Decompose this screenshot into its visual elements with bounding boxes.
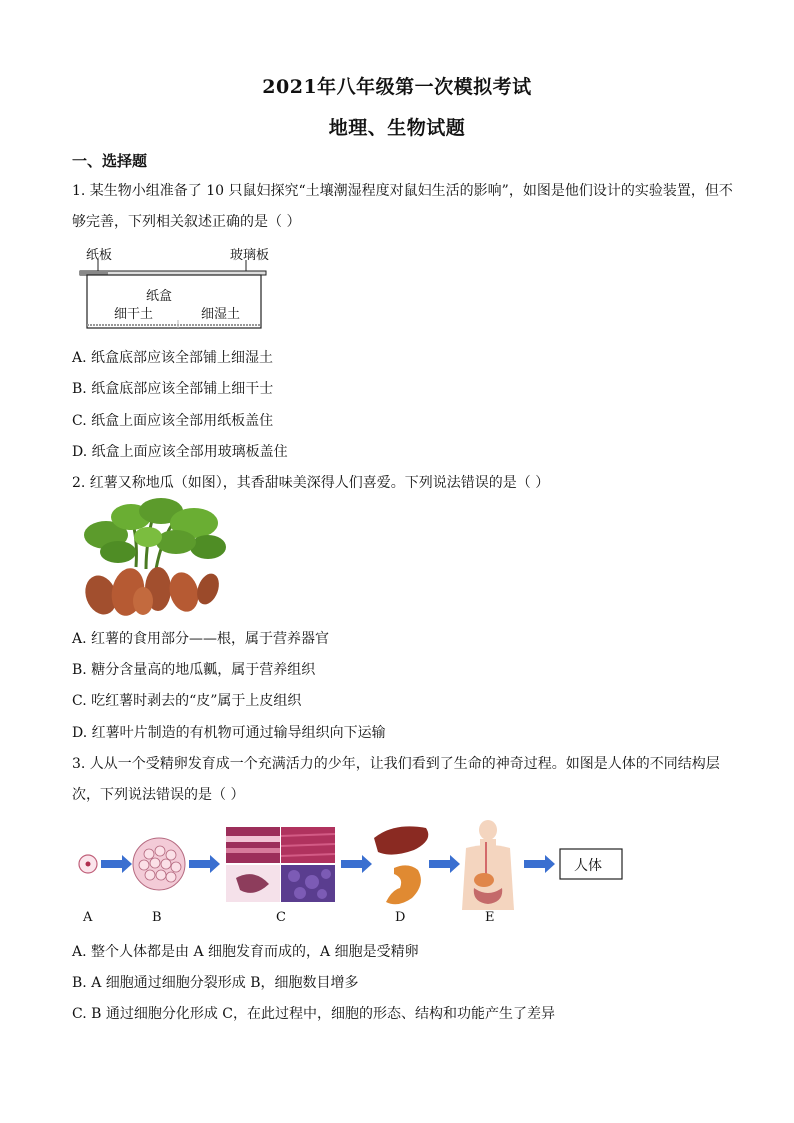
label-wet-soil: 细湿土 [201,307,241,322]
section-heading: 一、选择题 [72,152,148,170]
arrow-5 [524,855,555,873]
q1-option-b[interactable]: B. 纸盒底部应该全部铺上细干士 [72,381,274,397]
q3-option-a[interactable]: A. 整个人体都是由 A 细胞发育而成的，A 细胞是受精卵 [72,944,419,960]
label-paperboard: 纸板 [86,248,113,263]
q1-option-a[interactable]: A. 纸盒底部应该全部铺上细湿土 [72,350,274,366]
arrow-2 [189,855,220,873]
q2-option-d[interactable]: D. 红薯叶片制造的有机物可通过输导组织向下运输 [72,725,386,741]
label-dry-soil: 细干土 [114,307,154,322]
q3-option-b[interactable]: B. A 细胞通过细胞分裂形成 B，细胞数目增多 [72,975,359,991]
label-glass: 玻璃板 [230,248,270,263]
exam-subtitle: 地理、生物试题 [328,117,466,139]
q3-structure-levels-figure [74,818,634,933]
label-b: B [152,910,162,925]
q1-option-c[interactable]: C. 纸盒上面应该全部用纸板盖住 [72,413,274,429]
label-e: E [485,910,495,925]
label-box: 纸盒 [146,289,173,304]
q2-option-b[interactable]: B. 糖分含量高的地瓜瓤，属于营养组织 [72,662,316,678]
sweet-potato-illustration [76,497,228,621]
q3-option-c[interactable]: C. B 通过细胞分化形成 C，在此过程中，细胞的形态、结构和功能产生了差异 [72,1006,556,1022]
label-a: A [83,910,93,925]
human-body-label: 人体 [574,858,602,874]
q2-stem-line1: 2. 红薯又称地瓜（如图），其香甜味美深得人们喜爱。下列说法错误的是（ ） [72,475,550,491]
arrow-3 [341,855,372,873]
exam-title: 2021年八年级第一次模拟考试 [262,76,532,98]
arrow-4 [429,855,460,873]
label-c: C [276,910,286,925]
q3-stem-line2: 次，下列说法错误的是（ ） [72,787,245,803]
cell-cluster-b [133,838,185,890]
q2-option-c[interactable]: C. 吃红薯时剥去的“皮”属于上皮组织 [72,693,302,709]
arrow-1 [101,855,132,873]
q2-option-a[interactable]: A. 红薯的食用部分——根，属于营养器官 [72,631,330,647]
organs-d [374,826,428,904]
q3-stem-line1: 3. 人从一个受精卵发育成一个充满活力的少年，让我们看到了生命的神奇过程。如图是人体的不同结构层 [72,756,720,772]
tissues-c [226,827,335,902]
q1-option-d[interactable]: D. 纸盒上面应该全部用玻璃板盖住 [72,444,288,460]
sweet-potato-image [76,497,228,621]
paperboard-segment [80,271,108,275]
q1-apparatus-figure [78,240,278,335]
label-d: D [395,910,406,925]
body-system-e [462,820,514,910]
q1-stem-line1: 1. 某生物小组准备了 10 只鼠妇探究“土壤潮湿程度对鼠妇生活的影响”，如图是他们设计的实验装置，但不 [72,183,733,199]
q1-stem-line2: 够完善，下列相关叙述正确的是（ ） [72,214,301,230]
